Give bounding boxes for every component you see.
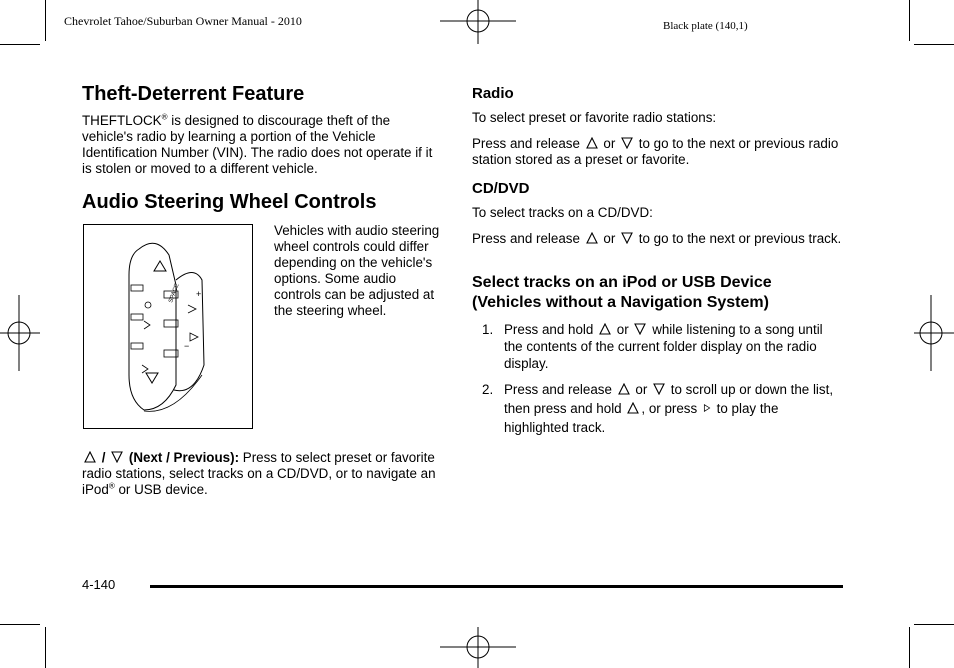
- list-number: 2.: [482, 382, 494, 397]
- ipod-heading-line1: Select tracks on an iPod or USB Device: [472, 274, 772, 291]
- registration-mark-top-icon: [440, 0, 516, 46]
- up-triangle-icon: [627, 402, 639, 414]
- right-triangle-icon: [703, 402, 711, 414]
- down-triangle-icon: [634, 323, 646, 335]
- ipod-heading-line2: (Vehicles without a Navigation System): [472, 294, 769, 311]
- press-release-text: Press and release: [472, 231, 580, 246]
- separator-slash: /: [98, 450, 110, 465]
- crop-mark: [914, 624, 954, 625]
- or-text: or: [603, 231, 616, 246]
- list-text: [504, 380, 844, 437]
- space-label: SPACE: [168, 282, 181, 304]
- steering-controls-illustration: [84, 225, 252, 428]
- theftlock-brand: THEFTLOCK: [82, 113, 162, 128]
- or-press-text: , or press: [641, 401, 698, 416]
- cd-dvd-intro: To select tracks on a CD/DVD:: [472, 205, 653, 220]
- up-triangle-icon: [618, 383, 630, 395]
- plate-label: Black plate (140,1): [663, 20, 748, 32]
- item-rest-text: while listening to a song until the contents of the current folder display on the radio display.: [504, 322, 823, 371]
- minus-label: −: [184, 341, 190, 351]
- up-triangle-icon: [84, 451, 96, 463]
- crop-mark: [45, 0, 46, 41]
- crop-mark: [45, 627, 46, 668]
- ipod-usb-heading: [472, 273, 772, 313]
- radio-rest-text: to go to the next or previous radio station stored as a preset or favorite.: [472, 136, 839, 167]
- next-previous-tail: or USB device.: [114, 482, 208, 497]
- steering-controls-figure: [83, 224, 253, 429]
- crop-mark: [0, 624, 40, 625]
- theft-deterrent-body: [82, 113, 444, 177]
- registration-mark-left-icon: [0, 295, 40, 371]
- next-previous-label: (Next / Previous):: [128, 450, 240, 465]
- radio-intro: To select preset or favorite radio stations:: [472, 110, 717, 125]
- item-rest-text: to scroll up or down the list, then press and hold: [504, 382, 834, 416]
- or-text: or: [635, 382, 648, 397]
- plus-label: +: [196, 289, 202, 299]
- list-item: [482, 321, 862, 373]
- theft-body-text: is designed to discourage theft of the vehicle's radio by learning a portion of the Vehicle Identification Number (VIN). The radio does not operate if it is stolen or moved to a different vehicle.: [82, 113, 433, 176]
- crop-mark: [0, 44, 40, 45]
- crop-mark: [914, 44, 954, 45]
- audio-controls-heading: Audio Steering Wheel Controls: [82, 191, 377, 213]
- radio-instructions: [472, 136, 842, 168]
- play-track-text: to play the highlighted track.: [504, 401, 779, 435]
- down-triangle-icon: [621, 232, 633, 244]
- up-triangle-icon: [586, 232, 598, 244]
- cd-dvd-instructions: [472, 231, 842, 247]
- crop-mark: [909, 627, 910, 668]
- down-triangle-icon: [621, 137, 633, 149]
- figure-caption-text: Vehicles with audio steering wheel controls could differ depending on the vehicle's options. Some audio controls can be adjusted at the steering wheel.: [274, 223, 440, 318]
- list-text: [504, 321, 844, 372]
- next-previous-description: [82, 450, 444, 498]
- registered-mark: ®: [161, 112, 168, 122]
- list-number: 1.: [482, 322, 494, 337]
- page-number: 4-140: [82, 577, 116, 592]
- footer-rule: [150, 585, 843, 588]
- next-previous-body: Press to select preset or favorite radio stations, select tracks on a CD/DVD, or to navigate an iPod: [82, 450, 436, 497]
- down-triangle-icon: [653, 383, 665, 395]
- press-release-text: Press and release: [504, 382, 612, 397]
- manual-title: Chevrolet Tahoe/Suburban Owner Manual - 2010: [64, 14, 302, 28]
- cd-dvd-heading: CD/DVD: [472, 180, 530, 197]
- or-text: or: [616, 322, 629, 337]
- up-triangle-icon: [586, 137, 598, 149]
- cd-rest-text: to go to the next or previous track.: [638, 231, 842, 246]
- crop-mark: [909, 0, 910, 41]
- registered-mark: ®: [108, 481, 115, 491]
- registration-mark-bottom-icon: [440, 625, 516, 668]
- or-text: or: [603, 136, 616, 151]
- press-hold-text: Press and hold: [504, 322, 594, 337]
- registration-mark-right-icon: [914, 295, 954, 371]
- list-item: [482, 380, 862, 436]
- radio-heading: Radio: [472, 85, 514, 102]
- up-triangle-icon: [599, 323, 611, 335]
- down-triangle-icon: [111, 451, 123, 463]
- press-release-text: Press and release: [472, 136, 580, 151]
- theft-deterrent-heading: Theft-Deterrent Feature: [82, 83, 305, 105]
